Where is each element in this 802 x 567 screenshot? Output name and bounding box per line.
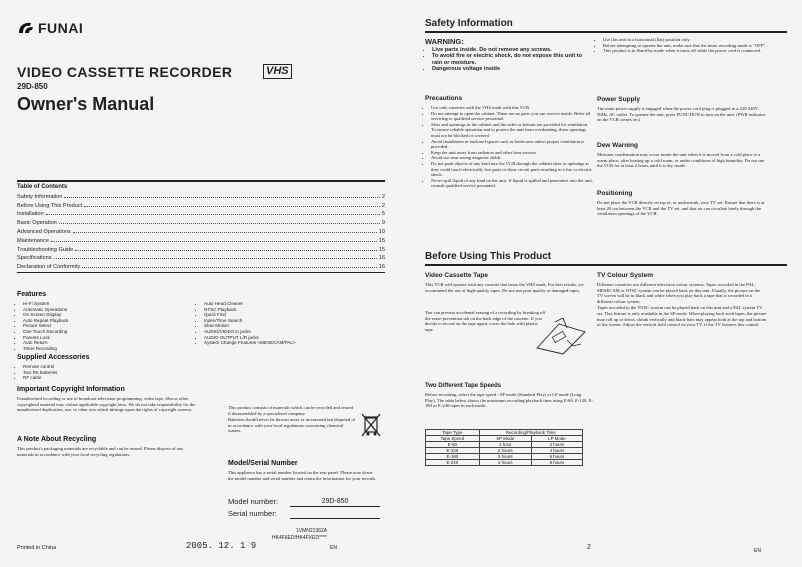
precaution-item: • Use only cassettes with the VHS mark with this VCR.	[431, 105, 593, 111]
funai-emblem-icon	[17, 21, 37, 35]
recycling-body: This product's packaging materials are recyclable and can be reused. Please dispose of any materials in accordance with your local recycling regulations.	[17, 446, 184, 457]
header-time: Recording/Playback Time	[479, 430, 582, 436]
before-title: Before Using This Product	[425, 251, 552, 262]
page-number: 2	[587, 544, 591, 551]
safety-title: Safety Information	[425, 18, 513, 29]
positioning-body: Do not place the VCR directly on top of, or underneath, your TV set. Ensure that there is at least 20 cm between the VCR and the TV set, and that air can circulate freely through the ventilation openings of the VCR.	[597, 200, 765, 217]
feature-item: • One Touch Recording	[23, 329, 197, 335]
tv-colour-body-2: Tapes recorded in the NTSC system can be played back on this unit and a PAL system TV set. This feature is only available in the SP mode. When playing back such tapes, the picture may roll up or down, shrink vertically and black bars may appear both at the top and bottom of the screen. Adjust the vertical hold control on your TV, if the TV features this control.	[597, 305, 767, 328]
warning-item: • Dangerous voltage inside	[432, 66, 590, 72]
feature-item: • Picture Select	[23, 323, 197, 329]
header-tape-type: Tape Type	[426, 430, 480, 436]
feature-item: • Index/Time Search	[204, 318, 388, 324]
safety-item: • Use this unit in a horizontal (flat) position only.	[603, 37, 767, 43]
serial-number-label: Serial number:	[228, 509, 277, 518]
toc-page: 15	[378, 246, 385, 253]
table-cell: 6 hours	[531, 454, 582, 460]
precautions-title: Precautions	[425, 95, 463, 102]
header-sp: SP Mode	[479, 436, 531, 442]
table-row	[426, 442, 583, 448]
toc-label: Installation	[17, 211, 44, 218]
supplied-title: Supplied Accessories	[17, 354, 90, 361]
model-serial-text	[228, 470, 378, 482]
supplied-list	[17, 364, 197, 381]
table-cell: 2 hours	[479, 448, 531, 454]
speeds-title: Two Different Tape Speeds	[425, 383, 502, 389]
toc-entry	[17, 200, 385, 209]
feature-item: • AUDIO/VIDEO in jacks	[204, 329, 388, 335]
feature-item: • On Screen Display	[23, 312, 197, 318]
feature-item: • Slow Motion	[204, 323, 388, 329]
table-cell: 4 hours	[531, 448, 582, 454]
positioning-title: Positioning	[597, 190, 633, 197]
toc-entry	[17, 253, 385, 262]
dew-title: Dew Warning	[597, 142, 638, 149]
tv-colour-text	[597, 282, 767, 329]
toc-rule	[17, 180, 385, 182]
toc-leader	[73, 232, 377, 233]
features-list-1	[17, 301, 197, 351]
feature-item: • Hi-Fi System	[23, 301, 197, 307]
toc-leader	[59, 223, 380, 224]
toc-label: Declaration of Conformity	[17, 264, 81, 271]
toc-page: 15	[378, 237, 385, 244]
precaution-item: • Do not attempt to open the cabinet. There are no parts you can service inside. Refer all servicing to qualified service personnel.	[431, 111, 593, 122]
feature-item: • Timer Recording	[23, 346, 197, 352]
warning-list	[425, 47, 590, 73]
toc-entry	[17, 191, 385, 200]
safety-item: • This product is in Stand-by mode when it turns off while the power cord is connected.	[603, 48, 767, 54]
table-cell: 1 hour	[479, 442, 531, 448]
table-row	[426, 460, 583, 466]
tape-speed-table	[425, 429, 583, 466]
dew-text	[597, 152, 767, 170]
toc-label: Basic Operation	[17, 220, 57, 227]
tape-text-2	[425, 310, 547, 333]
model-number-value: 29D-850	[290, 497, 380, 507]
toc-entry	[17, 261, 385, 270]
precaution-item: • Never spill liquid of any kind on the unit. If liquid is spilled and penetrates into the unit, consult qualified service personnel.	[431, 178, 593, 189]
speeds-text	[425, 392, 593, 410]
model-number: 29D-850	[17, 82, 48, 91]
feature-item: • Auto Repeat Playback	[23, 318, 197, 324]
toc-leader	[54, 258, 377, 259]
table-cell: E-60	[426, 442, 480, 448]
toc-leader	[82, 267, 377, 268]
feature-item: • Quick Find	[204, 312, 388, 318]
toc-title: Table of Contents	[17, 184, 68, 190]
tape-text	[425, 282, 593, 294]
tape-title: Video Cassette Tape	[425, 272, 488, 279]
tv-colour-body-1: Different countries use different television colour systems. Tapes recorded in the PAL, MESECAM or NTSC system can be played back on this unit. Usually, the picture on the TV screen will be in black and white when you play back a tape that is recorded in a different colour system.	[597, 282, 761, 304]
power-body: The main power supply is engaged when the power cord plug is plugged in a 220-240V, 50Hz, AC outlet. To operate the unit, press FUNCTION to turn on the unit. (PWR indicator on the VCR comes on.)	[597, 106, 766, 123]
table-cell: E-240	[426, 460, 480, 466]
toc-entry	[17, 244, 385, 253]
feature-item: • Automatic Operations	[23, 307, 197, 313]
toc-entry	[17, 217, 385, 226]
header-lp: LP Mode	[531, 436, 582, 442]
warning-title: WARNING:	[425, 37, 464, 46]
model-serial-title: Model/Serial Number	[228, 460, 298, 467]
disposal-text	[228, 405, 356, 435]
toc-label: Maintenance	[17, 237, 50, 244]
copyright-title: Important Copyright Information	[17, 386, 125, 393]
precaution-item: • Avoid installation in enclosed spaces such as bookcases unless proper ventilation is provided.	[431, 139, 593, 150]
recycling-title: A Note About Recycling	[17, 436, 97, 443]
precaution-item: • Avoid use near strong magnetic fields.	[431, 155, 593, 161]
serial-number-line	[290, 518, 380, 519]
brand-name: FUNAI	[38, 20, 84, 36]
accessory-item: • RF cable	[23, 375, 197, 381]
crossed-bin-icon	[360, 412, 382, 438]
toc-page: 16	[378, 264, 385, 271]
vhs-logo: VHS	[263, 64, 292, 79]
features-list-2	[198, 301, 388, 346]
toc-page: 10	[378, 228, 385, 235]
printed-in: Printed in China	[17, 545, 57, 551]
toc-label: Specifications	[17, 255, 52, 262]
toc-leader	[84, 206, 380, 207]
toc-entry	[17, 209, 385, 218]
toc-label: Troubleshooting Guide	[17, 246, 74, 253]
feature-item: • AUDIO OUTPUT L/R jacks	[204, 335, 388, 341]
disposal-text-1: This product consists of materials which can be recycled and reused if disassembled by a specialised company.	[228, 405, 354, 416]
table-of-contents	[17, 180, 385, 273]
positioning-text	[597, 200, 767, 218]
precaution-item: • Keep the unit away from radiators and other heat sources.	[431, 150, 593, 156]
table-cell: 2 hours	[531, 442, 582, 448]
table-row	[426, 448, 583, 454]
toc-label: Before Using This Product	[17, 202, 83, 209]
toc-page: 5	[381, 211, 385, 218]
toc-page: 2	[381, 193, 385, 200]
dew-body: Moisture condensation may occur inside the unit when it is moved from a cold place to a warm place, after heating up a cold room, or under conditions of high humidity. Do not use the VCR for at least 2 hours until it is dry inside.	[597, 152, 765, 169]
before-rule	[425, 264, 787, 266]
model-serial-body: This appliance has a serial number located on the rear panel. Please note down the model number and serial number and retain the information for your records.	[228, 470, 377, 481]
feature-item: • NTSC Playback	[204, 307, 388, 313]
toc-label: Safety Information	[17, 193, 63, 200]
toc-leader	[64, 197, 379, 198]
table-cell: E-180	[426, 454, 480, 460]
accessory-item: • Remote control	[23, 364, 197, 370]
toc-entry	[17, 226, 385, 235]
feature-item: • System Change Features <MESECAM/PAL>	[204, 340, 388, 346]
safety-col2-list	[597, 37, 767, 54]
features-title: Features	[17, 291, 47, 298]
model-number-label: Model number:	[228, 497, 279, 506]
cassette-tab-illustration	[533, 318, 589, 356]
toc-entry	[17, 235, 385, 244]
table-cell: E-120	[426, 448, 480, 454]
toc-page: 16	[378, 255, 385, 262]
warning-item: • To avoid fire or electric shock, do not expose this unit to rain or moisture.	[432, 53, 590, 66]
table-cell: 4 hours	[479, 460, 531, 466]
left-lang: EN	[330, 545, 337, 551]
table-cell: 8 hours	[531, 460, 582, 466]
power-title: Power Supply	[597, 96, 640, 103]
copyright-text	[17, 396, 199, 414]
toc-leader	[51, 241, 377, 242]
toc-bottom-rule	[17, 272, 385, 273]
speeds-body: Before recording, select the tape speed - SP mode (Standard Play) or LP mode (Long Play). The table below shows the maximum recording/playback time using E-60, E-120, E-180 or E-240 tapes in each mode.	[425, 392, 593, 409]
toc-page: 2	[381, 202, 385, 209]
table-subheader-row	[426, 436, 583, 442]
product-title: VIDEO CASSETTE RECORDER	[17, 64, 233, 80]
copyright-body: Unauthorised recording or use of broadcast television programming, video tape, film or other copyrighted material may violate applicable copyright laws. We do not take responsibility for the unauthorised duplication, use, or other acts which infringe upon the rights of copyright owners.	[17, 396, 196, 413]
brand-logo	[17, 20, 83, 36]
print-date: 2005. 12. 1 9	[186, 541, 257, 551]
manual-title: Owner's Manual	[17, 94, 155, 114]
feature-item: • Parents Lock	[23, 335, 197, 341]
safety-rule	[425, 31, 787, 33]
warning-item: • Live parts inside. Do not remove any screws.	[432, 47, 590, 53]
doc-code: 1VMN21362A	[296, 528, 328, 534]
feature-item: • Auto Head Cleaner	[204, 301, 388, 307]
table-row	[426, 454, 583, 460]
right-lang: EN	[754, 548, 761, 554]
recycling-text	[17, 446, 199, 458]
table-cell: 3 hours	[479, 454, 531, 460]
toc-page: 9	[381, 220, 385, 227]
header-tape-speed: Tape Speed	[426, 436, 480, 442]
toc-label: Advanced Operations	[17, 228, 71, 235]
power-text	[597, 106, 767, 124]
tape-body-2: You can prevent accidental erasing of a recording by breaking off the erase-prevention tab on the back edge of the cassette. If you decide to record on the tape again, cover the hole with plastic tape.	[425, 310, 546, 332]
doc-code-2: HK4F6ED/HK4FXED****	[272, 535, 327, 541]
precaution-item: • Do not push objects of any kind into the VCR through the cabinet slots or openings as they could touch electrically live parts or short circuit parts resulting in a fire or electric shock.	[431, 161, 593, 178]
precautions-list	[425, 105, 593, 189]
safety-item: • Before attempting to operate the unit, make sure that the timer recording mode is "OFF".	[603, 43, 767, 49]
tv-colour-title: TV Colour System	[597, 272, 653, 279]
feature-item: • Auto Return	[23, 340, 197, 346]
toc-leader	[46, 214, 380, 215]
accessory-item: • Two R6 batteries	[23, 370, 197, 376]
toc-leader	[75, 250, 376, 251]
tape-body-1: This VCR will operate with any cassette that bears the VHS mark. For best results, we recommend the use of high-quality tapes. Do not use poor quality or damaged tapes.	[425, 282, 584, 293]
toc-list	[17, 191, 385, 270]
disposal-text-2: Batteries should never be thrown away or incinerated but disposed of in accordance with your local regulations concerning chemical wastes.	[228, 417, 356, 434]
precaution-item: • Slots and openings in the cabinet and the sides or bottom are provided for ventilation. To ensure reliable operation and to protect the unit from overheating, these openings must not be blocked or covered.	[431, 122, 593, 139]
